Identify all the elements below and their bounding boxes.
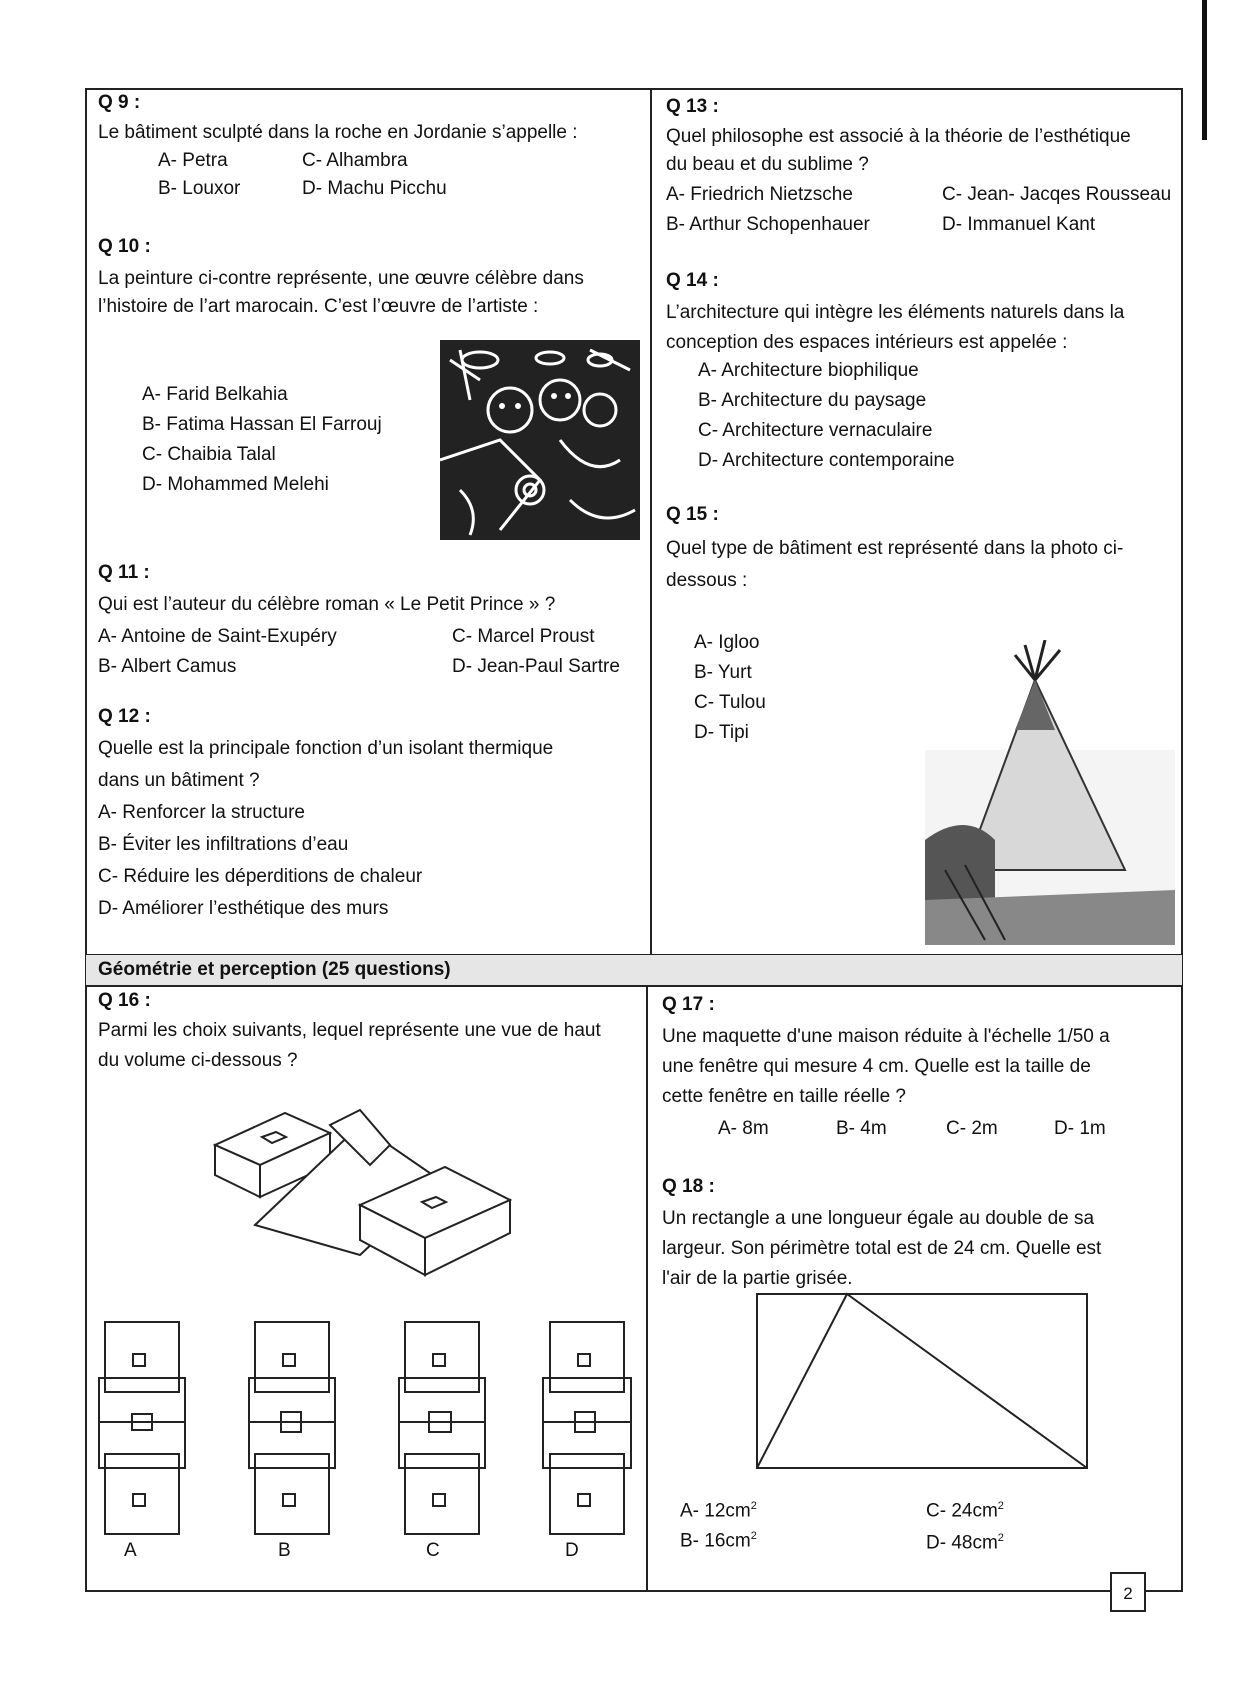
q16-option-c[interactable]: C (426, 1540, 440, 1561)
q10-option-c[interactable]: C- Chaibia Talal (142, 444, 276, 465)
q18-line2: largeur. Son périmètre total est de 24 cm. Quelle est (662, 1238, 1102, 1259)
q16-option-b[interactable]: B (278, 1540, 291, 1561)
q9-option-c[interactable]: C- Alhambra (302, 150, 408, 171)
q15-line2: dessous : (666, 570, 748, 591)
q17-option-d[interactable]: D- 1m (1054, 1118, 1106, 1139)
q14-option-a[interactable]: A- Architecture biophilique (698, 360, 919, 381)
q16-option-d[interactable]: D (565, 1540, 579, 1561)
q10-line1: La peinture ci-contre représente, une œuvre célèbre dans (98, 268, 584, 289)
q17-line3: cette fenêtre en taille réelle ? (662, 1086, 906, 1107)
q12-option-c[interactable]: C- Réduire les déperditions de chaleur (98, 866, 423, 887)
q12-label: Q 12 : (98, 706, 151, 727)
page-number: 2 (1110, 1572, 1146, 1612)
q18-option-a[interactable]: A- $12cm^2$ (680, 1500, 757, 1522)
q15-option-c[interactable]: C- Tulou (694, 692, 766, 713)
q17-line2: une fenêtre qui mesure 4 cm. Quelle est la taille de (662, 1056, 1091, 1077)
q15-option-d[interactable]: D- Tipi (694, 722, 749, 743)
q9-option-b[interactable]: B- Louxor (158, 178, 241, 199)
q17-line1: Une maquette d'une maison réduite à l'échelle 1/50 a (662, 1026, 1110, 1047)
q13-line2: du beau et du sublime ? (666, 154, 869, 175)
q14-option-b[interactable]: B- Architecture du paysage (698, 390, 927, 411)
rectangle-triangle-figure (755, 1292, 1090, 1472)
q18-line3: l'air de la partie grisée. (662, 1268, 853, 1289)
q11-option-d[interactable]: D- Jean-Paul Sartre (452, 656, 620, 677)
q15-option-b[interactable]: B- Yurt (694, 662, 752, 683)
section-rule-bottom (85, 985, 1183, 987)
q15-option-a[interactable]: A- Igloo (694, 632, 760, 653)
tipi-photo (925, 640, 1175, 945)
q18-option-d[interactable]: D- $48cm^2$ (926, 1532, 1004, 1554)
q16-label: Q 16 : (98, 990, 151, 1011)
q14-line1: L’architecture qui intègre les éléments naturels dans la (666, 302, 1125, 323)
column-divider-top (650, 88, 652, 955)
q14-label: Q 14 : (666, 270, 719, 291)
q15-label: Q 15 : (666, 504, 719, 525)
q18-option-c[interactable]: C- $24cm^2$ (926, 1500, 1004, 1522)
q13-option-d[interactable]: D- Immanuel Kant (942, 214, 1096, 235)
q18-label: Q 18 : (662, 1176, 715, 1197)
q9-option-a[interactable]: A- Petra (158, 150, 228, 171)
q18-line1: Un rectangle a une longueur égale au double de sa (662, 1208, 1095, 1229)
q11-label: Q 11 : (98, 562, 150, 583)
top-view-options (95, 1318, 640, 1563)
section-title: Géométrie et perception (25 questions) (86, 955, 1182, 985)
q12-line2: dans un bâtiment ? (98, 770, 260, 791)
scan-edge-mark (1202, 0, 1207, 140)
q14-option-c[interactable]: C- Architecture vernaculaire (698, 420, 933, 441)
q9-label: Q 9 : (98, 92, 141, 113)
q10-line2: l’histoire de l’art marocain. C’est l’œuvre de l’artiste : (98, 296, 539, 317)
q10-option-b[interactable]: B- Fatima Hassan El Farrouj (142, 414, 382, 435)
q11-text: Qui est l’auteur du célèbre roman « Le Petit Prince » ? (98, 594, 556, 615)
q12-option-d[interactable]: D- Améliorer l’esthétique des murs (98, 898, 389, 919)
q12-line1: Quelle est la principale fonction d’un isolant thermique (98, 738, 554, 759)
q13-line1: Quel philosophe est associé à la théorie de l’esthétique (666, 126, 1131, 147)
column-divider-bottom (646, 985, 648, 1592)
q11-option-b[interactable]: B- Albert Camus (98, 656, 237, 677)
q18-option-b[interactable]: B- $16cm^2$ (680, 1530, 757, 1552)
q14-line2: conception des espaces intérieurs est appelée : (666, 332, 1068, 353)
q13-option-b[interactable]: B- Arthur Schopenhauer (666, 214, 870, 235)
q12-option-b[interactable]: B- Éviter les infiltrations d’eau (98, 834, 349, 855)
q16-line1: Parmi les choix suivants, lequel représente une vue de haut (98, 1020, 601, 1041)
q15-line1: Quel type de bâtiment est représenté dans la photo ci- (666, 538, 1124, 559)
isometric-volume (210, 1105, 540, 1285)
q13-option-c[interactable]: C- Jean- Jacqes Rousseau (942, 184, 1172, 205)
q12-option-a[interactable]: A- Renforcer la structure (98, 802, 305, 823)
q13-label: Q 13 : (666, 96, 719, 117)
q17-label: Q 17 : (662, 994, 715, 1015)
q9-option-d[interactable]: D- Machu Picchu (302, 178, 447, 199)
painting-image (440, 340, 640, 540)
q9-text: Le bâtiment sculpté dans la roche en Jordanie s’appelle : (98, 122, 578, 143)
q10-label: Q 10 : (98, 236, 151, 257)
q16-option-a[interactable]: A (124, 1540, 137, 1561)
q17-option-b[interactable]: B- 4m (836, 1118, 887, 1139)
q17-option-a[interactable]: A- 8m (718, 1118, 769, 1139)
q17-option-c[interactable]: C- 2m (946, 1118, 998, 1139)
q16-line2: du volume ci-dessous ? (98, 1050, 298, 1071)
q14-option-d[interactable]: D- Architecture contemporaine (698, 450, 955, 471)
q11-option-c[interactable]: C- Marcel Proust (452, 626, 595, 647)
q10-option-a[interactable]: A- Farid Belkahia (142, 384, 288, 405)
q10-option-d[interactable]: D- Mohammed Melehi (142, 474, 329, 495)
q11-option-a[interactable]: A- Antoine de Saint-Exupéry (98, 626, 337, 647)
q13-option-a[interactable]: A- Friedrich Nietzsche (666, 184, 853, 205)
